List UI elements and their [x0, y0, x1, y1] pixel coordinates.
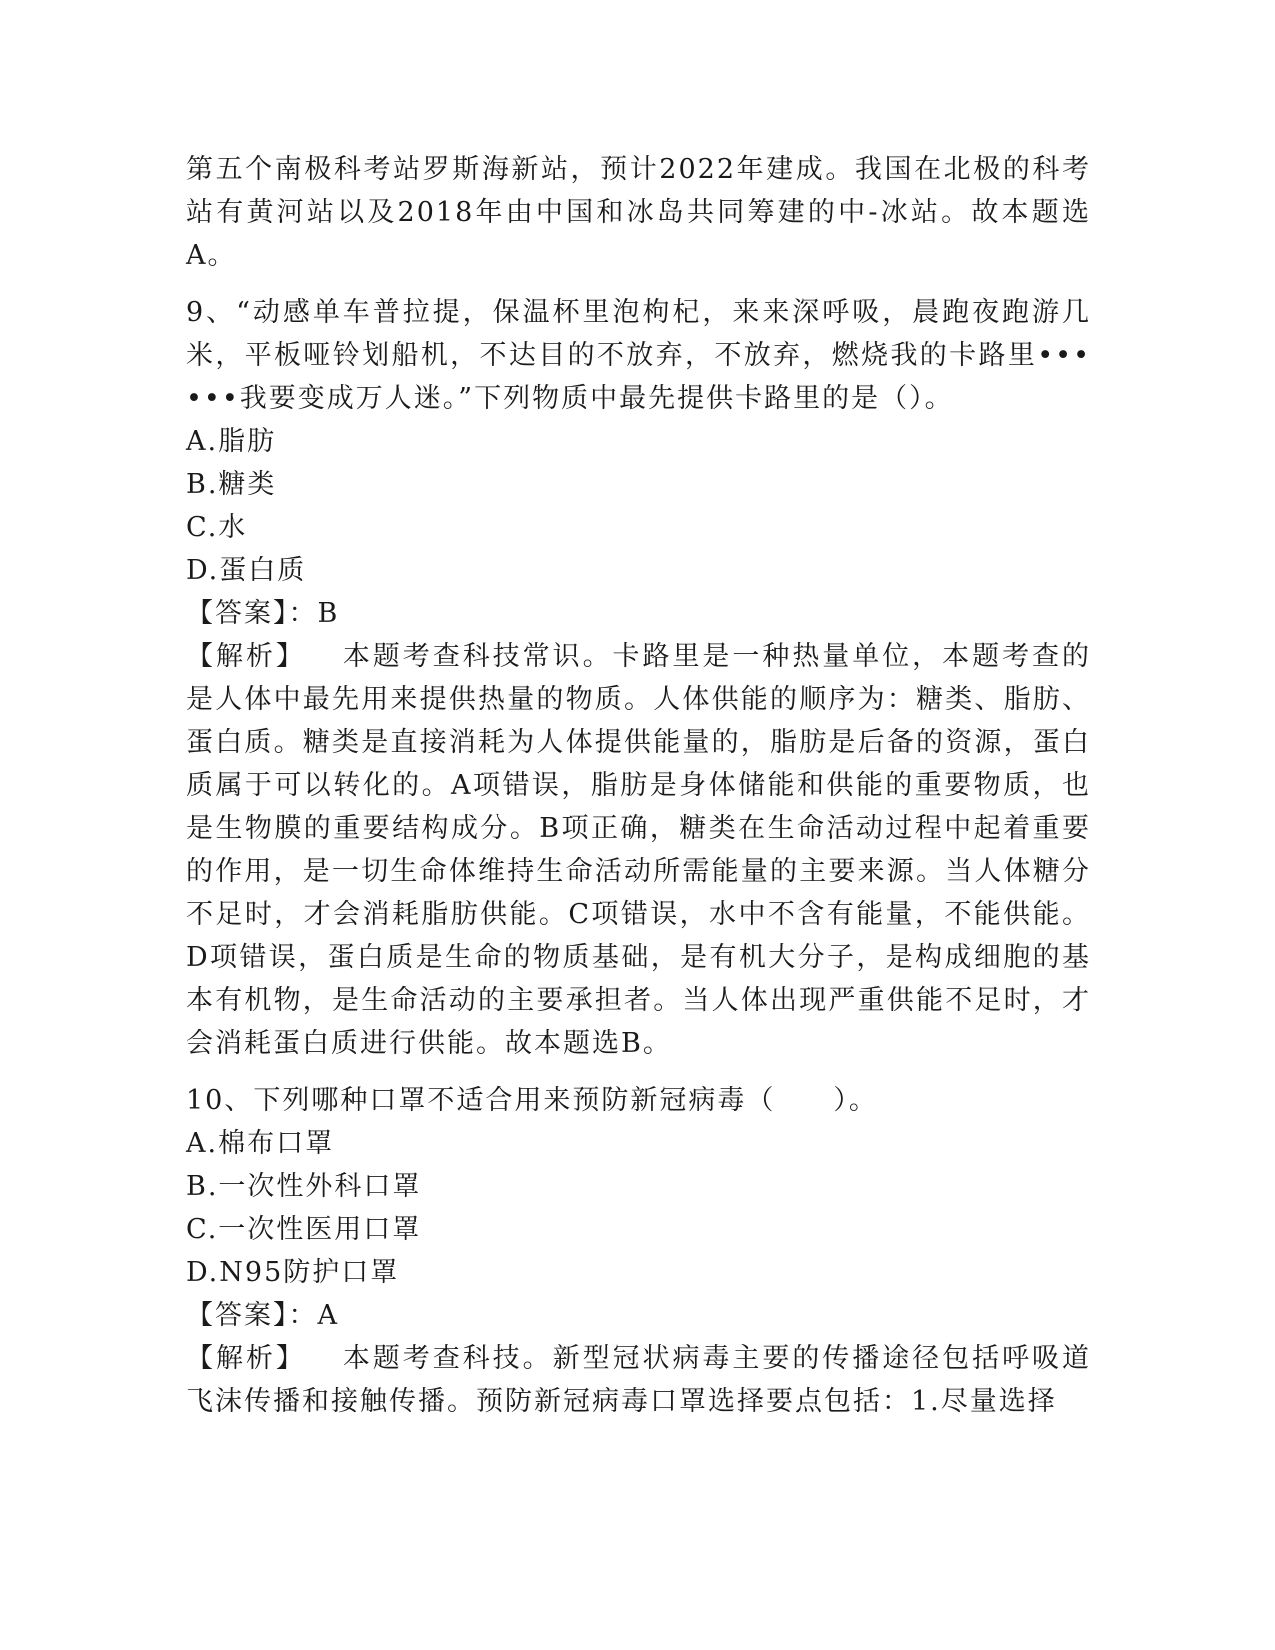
section-gap	[186, 1065, 1091, 1079]
analysis-label: 【解析】	[186, 1343, 306, 1374]
question-9-option-a: A.脂肪	[186, 426, 277, 457]
question-10-option-d: D.N95防护口罩	[186, 1257, 400, 1288]
analysis-text: 本题考查科技。新型冠状病毒主要的传播途径包括呼吸道飞沫传播和接触传播。预防新冠病毒口罩选择要点包括：1.尽量选择	[186, 1343, 1092, 1417]
question-9-analysis	[186, 635, 1091, 1065]
analysis-text: 本题考查科技常识。卡路里是一种热量单位，本题考查的是人体中最先用来提供热量的物质。人体供能的顺序为：糖类、脂肪、蛋白质。糖类是直接消耗为人体提供能量的，脂肪是后备的资源，蛋白质属于可以转化的。A项错误，脂肪是身体储能和供能的重要物质，也是生物膜的重要结构成分。B项正确，糖类在生命活动过程中起着重要的作用，是一切生命体维持生命活动所需能量的主要来源。当人体糖分不足时，才会消耗脂肪供能。C项错误，水中不含有能量，不能供能。D项错误，蛋白质是生命的物质基础，是有机大分子，是构成细胞的基本有机物，是生命活动的主要承担者。当人体出现严重供能不足时，才会消耗蛋白质进行供能。故本题选B。	[186, 641, 1092, 1059]
question-10-option-b: B.一次性外科口罩	[186, 1171, 422, 1202]
question-9-answer: 【答案】：B	[186, 598, 340, 629]
page-content	[186, 148, 1091, 1423]
question-9-option-c: C.水	[186, 512, 248, 543]
question-10	[186, 1079, 1091, 1423]
question-9-option-b: B.糖类	[186, 469, 277, 500]
question-10-analysis	[186, 1337, 1091, 1423]
question-10-answer: 【答案】：A	[186, 1300, 339, 1331]
intro-paragraph: 第五个南极科考站罗斯海新站，预计2022年建成。我国在北极的科考站有黄河站以及2018年由中国和冰岛共同筹建的中-冰站。故本题选A。	[186, 154, 1091, 271]
question-10-stem: 10、下列哪种口罩不适合用来预防新冠病毒（ ）。	[186, 1085, 878, 1116]
section-gap	[186, 277, 1091, 291]
question-9	[186, 291, 1091, 1065]
question-10-option-c: C.一次性医用口罩	[186, 1214, 422, 1245]
question-10-option-a: A.棉布口罩	[186, 1128, 335, 1159]
question-9-option-d: D.蛋白质	[186, 555, 307, 586]
analysis-label: 【解析】	[186, 641, 306, 672]
question-9-stem: 9、“动感单车普拉提，保温杯里泡枸杞，来来深呼吸，晨跑夜跑游几米，平板哑铃划船机，不达目的不放弃，不放弃，燃烧我的卡路里••••••我要变成万人迷。”下列物质中最先提供卡路里的是（）。	[186, 297, 1091, 414]
